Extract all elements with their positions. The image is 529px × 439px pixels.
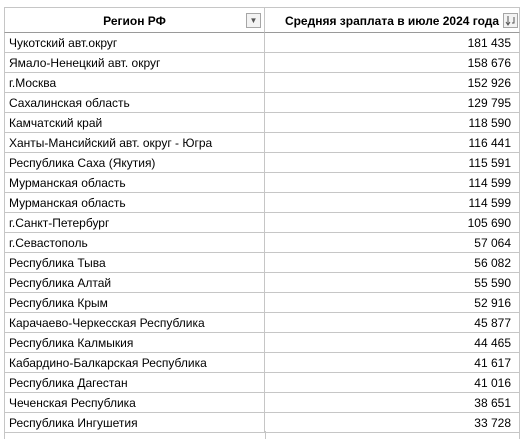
cell-region[interactable]: Камчатский край: [4, 113, 265, 133]
header-region[interactable]: [4, 7, 265, 33]
filter-dropdown-icon[interactable]: ▼: [246, 13, 261, 28]
header-salary-label: Средняя зраплата в июле 2024 года: [284, 14, 500, 28]
cell-salary[interactable]: 118 590: [265, 113, 520, 133]
cell-salary[interactable]: 116 441: [265, 133, 520, 153]
header-row: [0, 7, 529, 33]
cell-salary[interactable]: 55 590: [265, 273, 520, 293]
table-row: [0, 393, 529, 413]
cell-salary[interactable]: 114 599: [265, 173, 520, 193]
cell-region[interactable]: Сахалинская область: [4, 93, 265, 113]
cell-salary[interactable]: 44 465: [265, 333, 520, 353]
table-row: [0, 93, 529, 113]
table-row: [0, 333, 529, 353]
table-row: [0, 113, 529, 133]
cell-salary[interactable]: 38 651: [265, 393, 520, 413]
cell-salary[interactable]: 181 435: [265, 33, 520, 53]
table-row: [0, 133, 529, 153]
cell-salary[interactable]: 115 591: [265, 153, 520, 173]
table-row: [0, 413, 529, 433]
table-row: [0, 53, 529, 73]
table-row: [0, 313, 529, 333]
cell-region[interactable]: Мурманская область: [4, 193, 265, 213]
table-row: [0, 233, 529, 253]
cell-salary[interactable]: 52 916: [265, 293, 520, 313]
cell-region[interactable]: Ямало-Ненецкий авт. округ: [4, 53, 265, 73]
table-row: [0, 353, 529, 373]
cell-region[interactable]: Республика Калмыкия: [4, 333, 265, 353]
cell-salary[interactable]: 57 064: [265, 233, 520, 253]
table-row: [0, 253, 529, 273]
cell-region[interactable]: Мурманская область: [4, 173, 265, 193]
table-row: [0, 153, 529, 173]
cell-region[interactable]: Республика Саха (Якутия): [4, 153, 265, 173]
table-row: [0, 373, 529, 393]
cell-salary[interactable]: 56 082: [265, 253, 520, 273]
cell-region[interactable]: г.Санкт-Петербург: [4, 213, 265, 233]
header-region-label: Регион РФ: [103, 14, 166, 28]
cell-salary[interactable]: 152 926: [265, 73, 520, 93]
cell-region[interactable]: Республика Дагестан: [4, 373, 265, 393]
cell-region[interactable]: Чеченская Республика: [4, 393, 265, 413]
next-row-stub: [4, 431, 520, 439]
cell-salary[interactable]: 114 599: [265, 193, 520, 213]
cell-salary[interactable]: 45 877: [265, 313, 520, 333]
cell-salary[interactable]: 105 690: [265, 213, 520, 233]
cell-region[interactable]: г.Севастополь: [4, 233, 265, 253]
table-row: [0, 173, 529, 193]
table-row: [0, 33, 529, 53]
cell-salary[interactable]: 33 728: [265, 413, 520, 433]
cell-region[interactable]: Республика Крым: [4, 293, 265, 313]
table-row: [0, 73, 529, 93]
cell-region[interactable]: Кабардино-Балкарская Республика: [4, 353, 265, 373]
table-row: [0, 213, 529, 233]
cell-salary[interactable]: 41 016: [265, 373, 520, 393]
cell-salary[interactable]: 41 617: [265, 353, 520, 373]
cell-region[interactable]: Республика Ингушетия: [4, 413, 265, 433]
cell-salary[interactable]: 158 676: [265, 53, 520, 73]
table-row: [0, 193, 529, 213]
cell-region[interactable]: Ханты-Мансийский авт. округ - Югра: [4, 133, 265, 153]
cell-region[interactable]: Карачаево-Черкесская Республика: [4, 313, 265, 333]
table-row: [0, 273, 529, 293]
cell-region[interactable]: Республика Алтай: [4, 273, 265, 293]
cell-salary[interactable]: 129 795: [265, 93, 520, 113]
table-row: [0, 293, 529, 313]
cell-region[interactable]: Чукотский авт.округ: [4, 33, 265, 53]
sort-descending-icon[interactable]: [503, 13, 518, 28]
cell-region[interactable]: г.Москва: [4, 73, 265, 93]
cell-region[interactable]: Республика Тыва: [4, 253, 265, 273]
header-salary[interactable]: [265, 7, 520, 33]
